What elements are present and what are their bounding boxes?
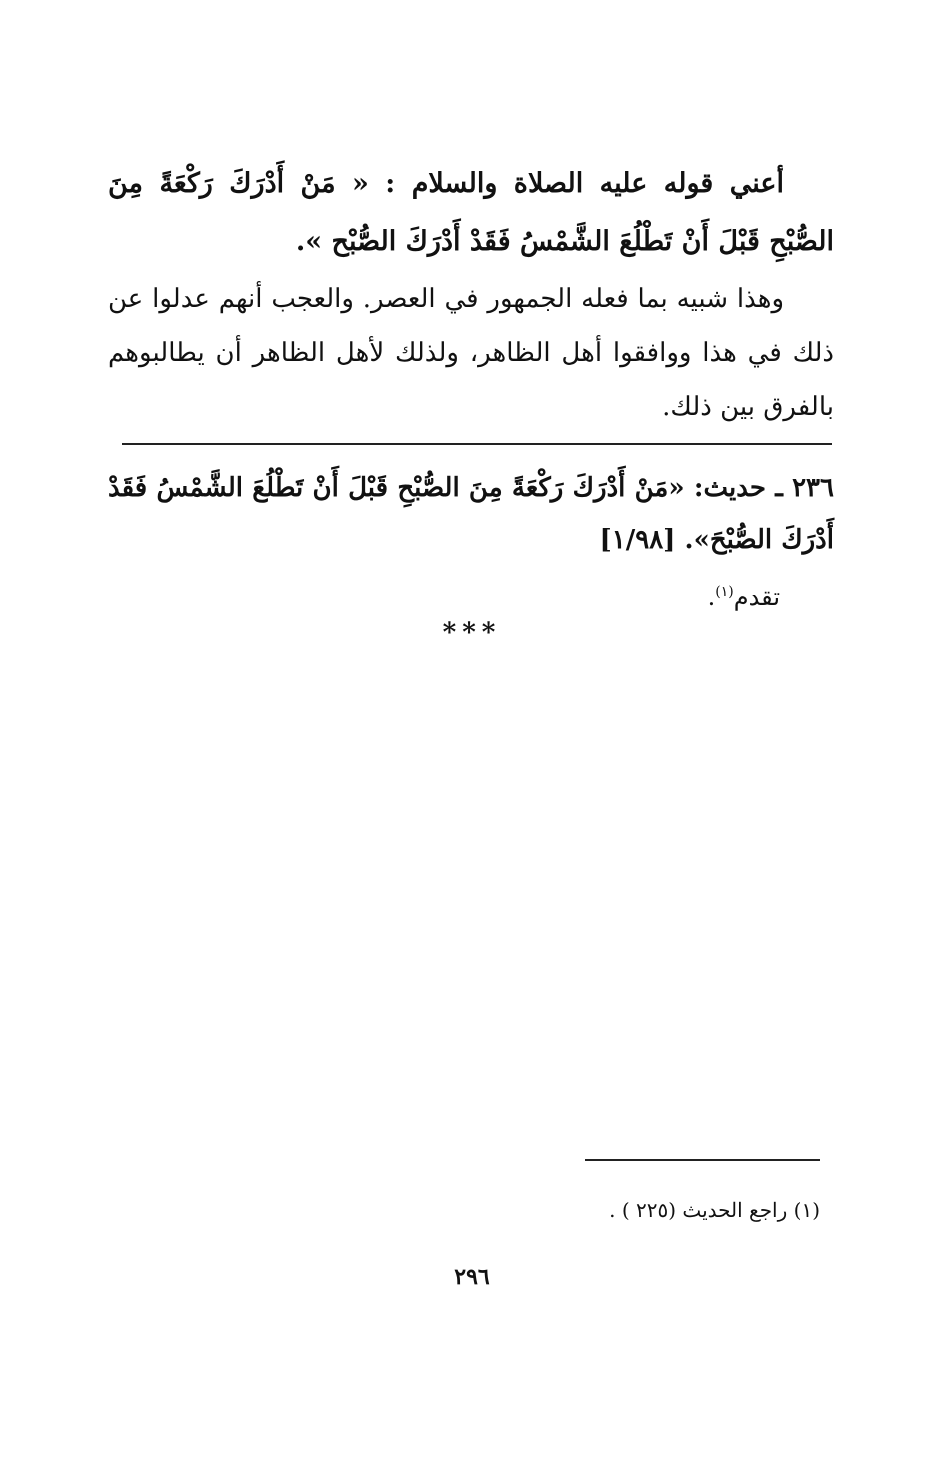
- page-number: ٢٩٦: [454, 1264, 490, 1290]
- main-paragraph-1: أعني قوله عليه الصلاة والسلام : « مَنْ أَدْرَكَ رَكْعَةً مِنَ الصُّبْحِ قَبْلَ أَنْ تَطْلُعَ الشَّمْسُ فَقَدْ أَدْرَكَ الصُّبْح ».: [108, 168, 834, 257]
- cross-reference-end: .: [707, 583, 716, 611]
- section-separator-stars: ***: [442, 618, 502, 648]
- section-divider: [122, 443, 832, 445]
- footnote-1: (١) راجع الحديث (٢٢٥ ) .: [609, 1198, 820, 1222]
- footnote-divider: [585, 1159, 820, 1161]
- main-paragraph-2: وهذا شبيه بما فعله الجمهور في العصر. والعجب أنهم عدلوا عن ذلك في هذا ووافقوا أهل الظاهر، ولذلك لأهل الظاهر أن يطالبوهم بالفرق بين ذلك.: [108, 284, 834, 422]
- footnote-marker: (١): [715, 584, 734, 600]
- hadith-entry: ٢٣٦ ـ حديث: «مَنْ أَدْرَكَ رَكْعَةً مِنَ الصُّبْحِ قَبْلَ أَنْ تَطْلُعَ الشَّمْسُ فَقَدْ أَدْرَكَ الصُّبْحَ». [١/٩٨]: [108, 473, 834, 555]
- cross-reference-note: [120, 572, 780, 617]
- cross-reference-text: تقدم: [733, 583, 780, 611]
